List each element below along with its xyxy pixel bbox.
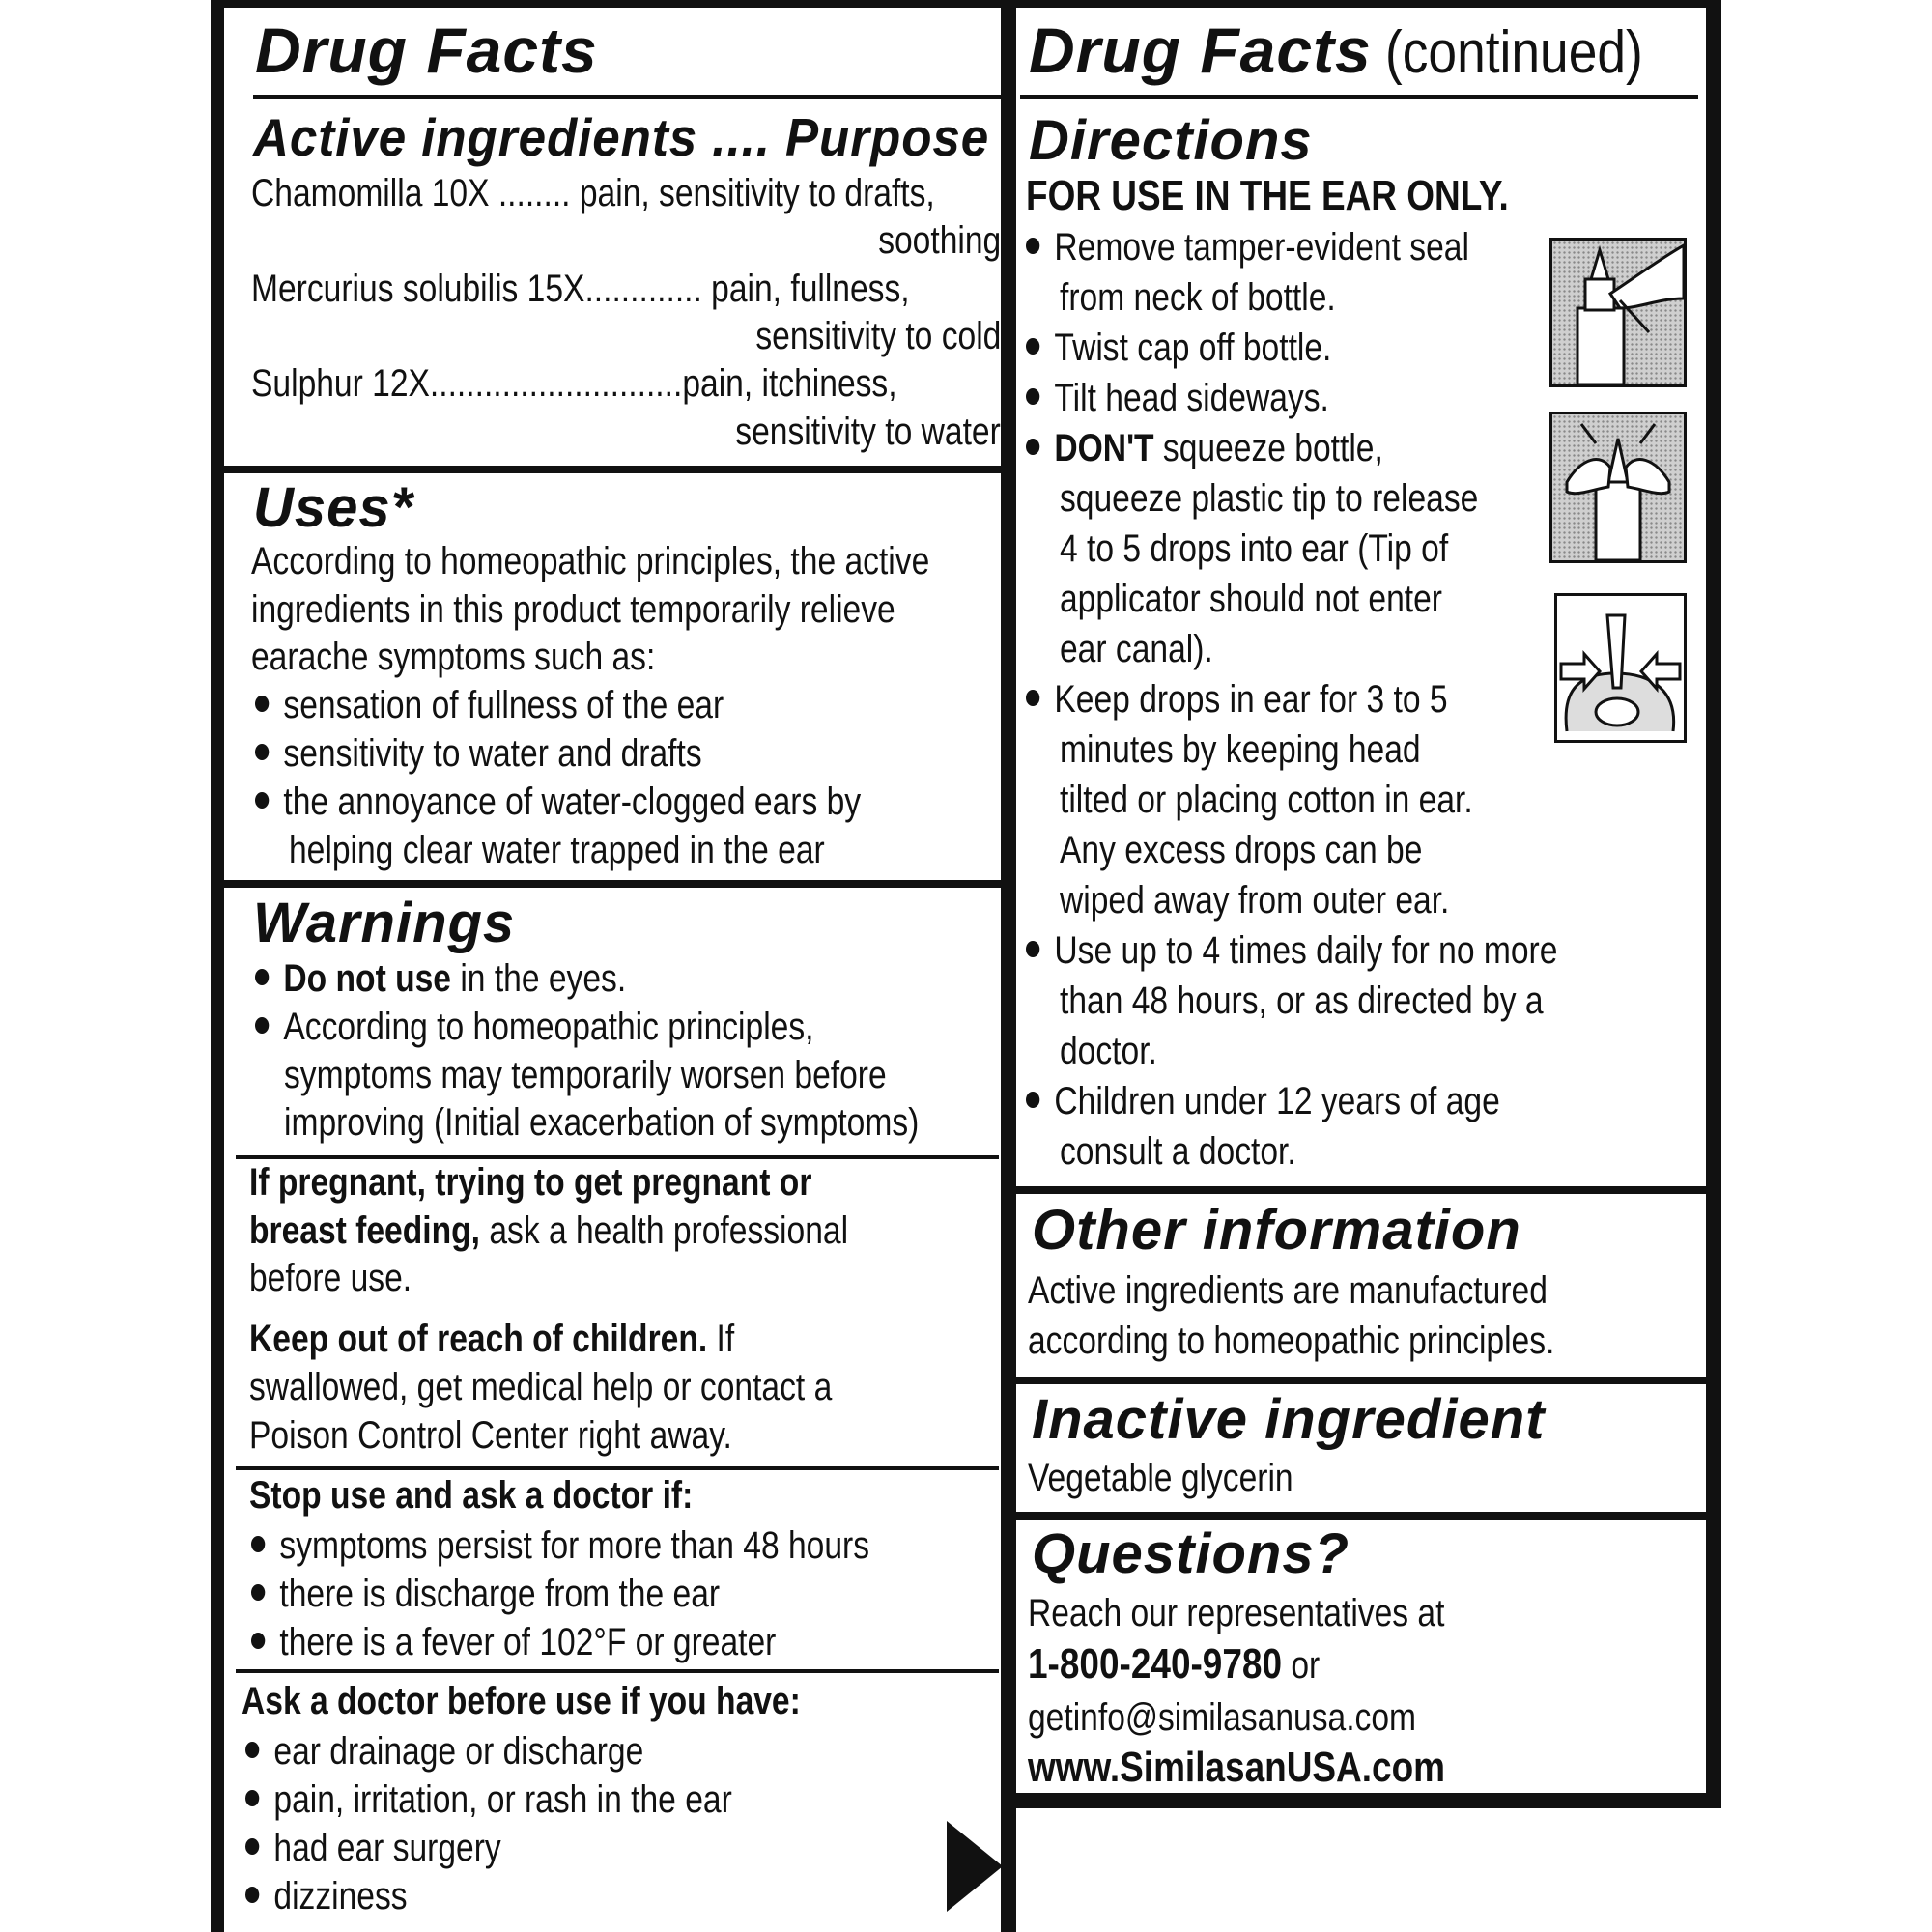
direction-continued: Any excess drops can be xyxy=(1060,829,1423,871)
bullet-icon xyxy=(245,1838,259,1855)
divider xyxy=(1020,95,1698,99)
ingredient-line: Chamomilla 10X ........ pain, sensitivity to drafts, xyxy=(251,172,935,214)
divider xyxy=(236,1669,999,1673)
bullet-icon xyxy=(1026,690,1039,706)
section-divider xyxy=(1016,1377,1706,1384)
pregnancy-warning: If pregnant, trying to get pregnant or xyxy=(249,1161,812,1204)
list-item: had ear surgery xyxy=(245,1824,501,1872)
list-item-continued: helping clear water trapped in the ear xyxy=(289,829,825,871)
ingredient-purpose: sensitivity to water xyxy=(735,411,1001,453)
direction-continued: from neck of bottle. xyxy=(1060,276,1336,319)
bullet-icon xyxy=(255,792,269,809)
list-item: Do not use in the eyes. xyxy=(255,954,626,1003)
uses-heading: Uses* xyxy=(253,476,414,539)
list-item: sensitivity to water and drafts xyxy=(255,729,702,778)
list-item: According to homeopathic principles, xyxy=(255,1003,814,1051)
direction-step: Remove tamper-evident seal xyxy=(1026,223,1469,271)
bullet-icon xyxy=(255,1017,269,1034)
divider xyxy=(236,1466,999,1470)
bullet-icon xyxy=(1026,941,1039,957)
bullet-icon xyxy=(251,1633,265,1649)
list-item: there is a fever of 102°F or greater xyxy=(251,1618,776,1666)
panel-title: Drug Facts xyxy=(255,14,598,86)
keep-out-of-reach: Keep out of reach of children. If xyxy=(249,1318,735,1360)
bullet-icon xyxy=(251,1584,265,1601)
email-link[interactable]: getinfo@similasanusa.com xyxy=(1028,1696,1417,1739)
uses-text: ingredients in this product temporarily relieve xyxy=(251,588,895,631)
questions-text: Reach our representatives at xyxy=(1028,1592,1445,1634)
pregnancy-warning: before use. xyxy=(249,1257,412,1299)
bullet-icon xyxy=(255,969,269,985)
bullet-icon xyxy=(255,744,269,760)
play-arrow-icon xyxy=(945,1819,1005,1914)
stop-use-heading: Stop use and ask a doctor if: xyxy=(249,1474,694,1517)
keep-out-of-reach: Poison Control Center right away. xyxy=(249,1414,732,1457)
ingredient-line: Mercurius solubilis 15X............. pain, fullness, xyxy=(251,268,910,310)
active-ingredients-heading: Active ingredients .... Purpose xyxy=(253,107,990,167)
direction-step: DON'T squeeze bottle, xyxy=(1026,424,1383,472)
direction-step: Twist cap off bottle. xyxy=(1026,324,1331,372)
divider xyxy=(253,95,1009,99)
other-information-text: Active ingredients are manufactured xyxy=(1028,1269,1548,1312)
website-link[interactable]: www.SimilasanUSA.com xyxy=(1028,1744,1446,1791)
bullet-icon xyxy=(1026,388,1039,405)
list-item: ear drainage or discharge xyxy=(245,1727,643,1776)
ingredient-line: Sulphur 12X............................pain, itchiness, xyxy=(251,362,897,405)
bullet-icon xyxy=(1026,238,1039,254)
pregnancy-warning: breast feeding, ask a health professional xyxy=(249,1209,849,1252)
questions-heading: Questions? xyxy=(1032,1522,1350,1585)
list-item: sensation of fullness of the ear xyxy=(255,681,724,729)
bullet-icon xyxy=(245,1742,259,1758)
bullet-icon xyxy=(245,1790,259,1806)
section-divider xyxy=(1016,1186,1706,1194)
direction-continued: than 48 hours, or as directed by a xyxy=(1060,980,1544,1022)
bullet-icon xyxy=(251,1536,265,1552)
ingredient-purpose: sensitivity to cold xyxy=(755,315,1001,357)
directions-heading: Directions xyxy=(1029,109,1313,172)
direction-step: Tilt head sideways. xyxy=(1026,374,1329,422)
direction-continued: ear canal). xyxy=(1060,628,1213,670)
direction-continued: applicator should not enter xyxy=(1060,578,1443,620)
list-item: symptoms persist for more than 48 hours xyxy=(251,1521,869,1570)
bullet-icon xyxy=(245,1887,259,1903)
list-item-continued: symptoms may temporarily worsen before xyxy=(284,1054,887,1096)
warnings-heading: Warnings xyxy=(253,892,516,954)
direction-continued: consult a doctor. xyxy=(1060,1130,1296,1173)
uses-text: earache symptoms such as: xyxy=(251,636,656,678)
list-item: there is discharge from the ear xyxy=(251,1570,720,1618)
list-item: the annoyance of water-clogged ears by xyxy=(255,778,861,826)
ear-drops-illustration xyxy=(1554,593,1687,743)
other-information-heading: Other information xyxy=(1032,1199,1521,1262)
section-divider xyxy=(224,880,1003,888)
direction-continued: 4 to 5 drops into ear (Tip of xyxy=(1060,527,1449,570)
list-item: dizziness xyxy=(245,1872,408,1920)
direction-continued: wiped away from outer ear. xyxy=(1060,879,1450,922)
direction-continued: doctor. xyxy=(1060,1030,1157,1072)
list-item-continued: improving (Initial exacerbation of symptoms) xyxy=(284,1101,920,1144)
keep-out-of-reach: swallowed, get medical help or contact a xyxy=(249,1366,833,1408)
bullet-icon xyxy=(1026,338,1039,355)
squeeze-tip-illustration xyxy=(1549,412,1687,563)
ear-only-note: FOR USE IN THE EAR ONLY. xyxy=(1026,172,1509,219)
inactive-ingredient-heading: Inactive ingredient xyxy=(1032,1388,1546,1451)
section-divider xyxy=(1016,1512,1706,1520)
direction-continued: tilted or placing cotton in ear. xyxy=(1060,779,1473,821)
direction-step: Use up to 4 times daily for no more xyxy=(1026,926,1557,975)
other-information-text: according to homeopathic principles. xyxy=(1028,1320,1555,1362)
ask-doctor-heading: Ask a doctor before use if you have: xyxy=(242,1680,801,1722)
bullet-icon xyxy=(1026,1092,1039,1108)
direction-step: Keep drops in ear for 3 to 5 xyxy=(1026,675,1448,724)
drug-facts-panel-left xyxy=(211,0,1016,1932)
phone-number[interactable]: 1-800-240-9780 or xyxy=(1028,1640,1321,1688)
direction-step: Children under 12 years of age xyxy=(1026,1077,1500,1125)
uses-text: According to homeopathic principles, the active xyxy=(251,540,930,582)
bottle-seal-illustration xyxy=(1549,238,1687,387)
list-item: pain, irritation, or rash in the ear xyxy=(245,1776,732,1824)
drug-facts-panel-right xyxy=(1016,0,1721,1808)
bullet-icon xyxy=(1026,439,1039,455)
section-divider xyxy=(224,466,1003,473)
direction-continued: squeeze plastic tip to release xyxy=(1060,477,1479,520)
bullet-icon xyxy=(255,696,269,712)
inactive-ingredient-text: Vegetable glycerin xyxy=(1028,1457,1293,1499)
direction-continued: minutes by keeping head xyxy=(1060,728,1421,771)
ingredient-purpose: soothing xyxy=(877,219,1001,262)
panel-title: Drug Facts (continued) xyxy=(1029,14,1643,86)
